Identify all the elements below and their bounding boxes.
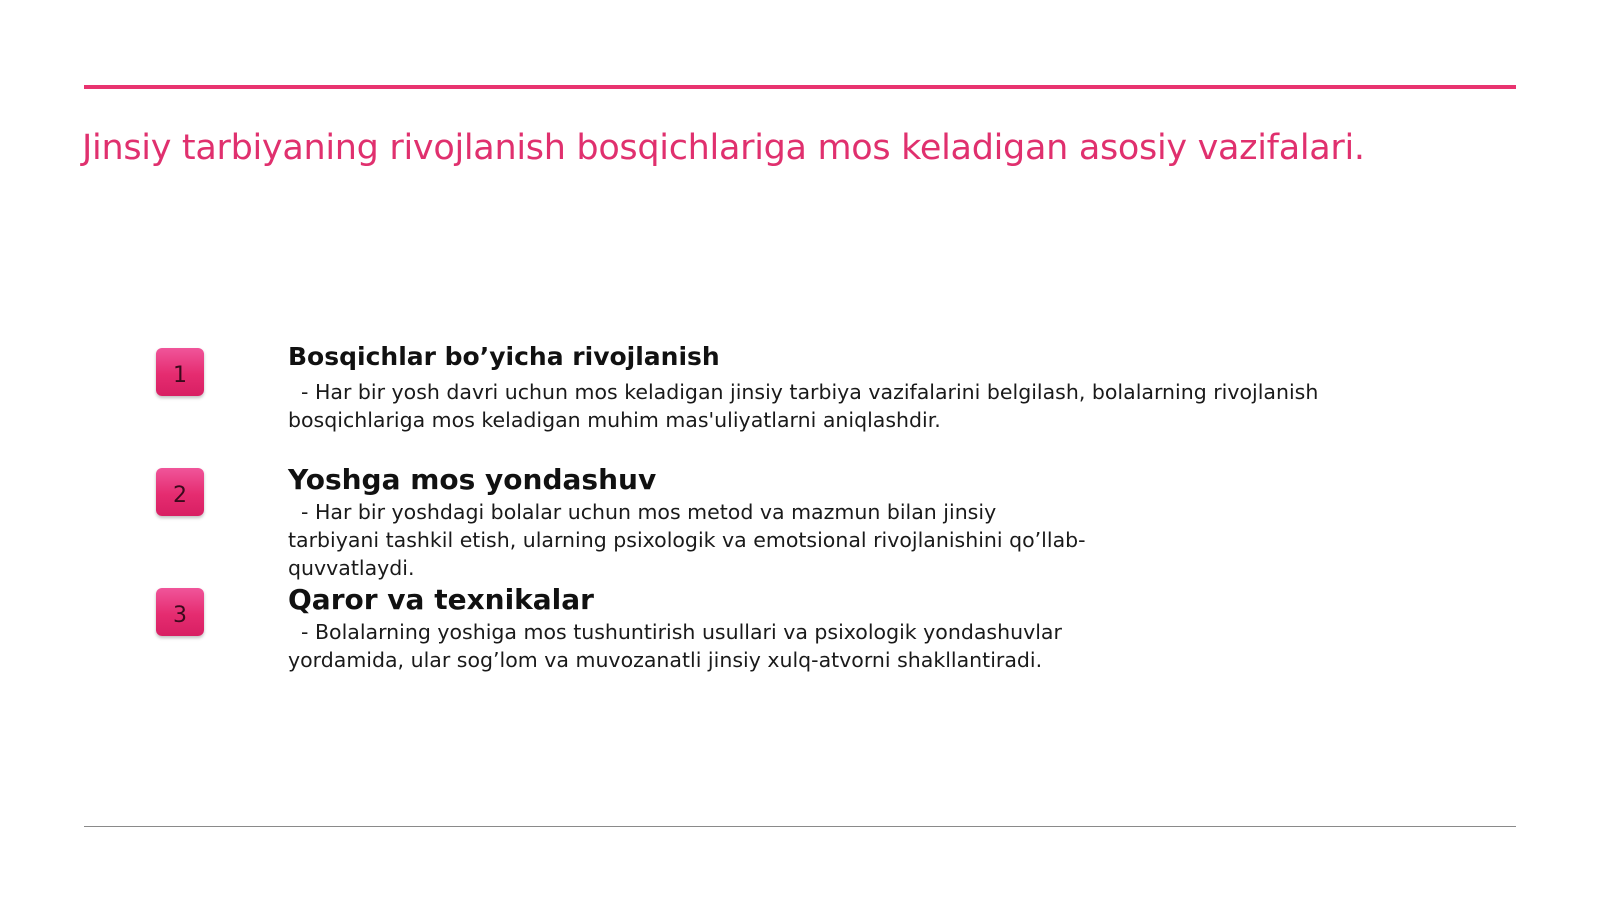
step-number-badge xyxy=(156,348,204,396)
title-underline xyxy=(84,85,1516,89)
step-number: 1 xyxy=(173,363,187,388)
step-heading: Qaror va texnikalar xyxy=(288,583,594,616)
step-description: - Bolalarning yoshiga mos tushuntirish usullari va psixologik yondashuvlar yordamida, ular sog’lom va muvozanatli jinsiy xulq-atvorni shakllantiradi. xyxy=(288,620,1069,672)
step-number-badge xyxy=(156,468,204,516)
step-description: - Har bir yosh davri uchun mos keladigan jinsiy tarbiya vazifalarini belgilash, bolalarning rivojlanish bosqichlariga mos keladigan muhim mas'uliyatlarni aniqlashdir. xyxy=(288,380,1325,432)
step-number: 2 xyxy=(173,483,187,508)
slide-title: Jinsiy tarbiyaning rivojlanish bosqichlariga mos keladigan asosiy vazifalari. xyxy=(82,128,1365,168)
footer-divider xyxy=(84,826,1516,827)
step-heading: Bosqichlar bo’yicha rivojlanish xyxy=(288,342,720,371)
step-number: 3 xyxy=(173,603,187,628)
step-description: - Har bir yoshdagi bolalar uchun mos metod va mazmun bilan jinsiy tarbiyani tashkil etish, ularning psixologik va emotsional rivojlanishini qo’llab-quvvatlaydi. xyxy=(288,500,1086,580)
step-heading: Yoshga mos yondashuv xyxy=(288,463,657,496)
step-number-badge xyxy=(156,588,204,636)
